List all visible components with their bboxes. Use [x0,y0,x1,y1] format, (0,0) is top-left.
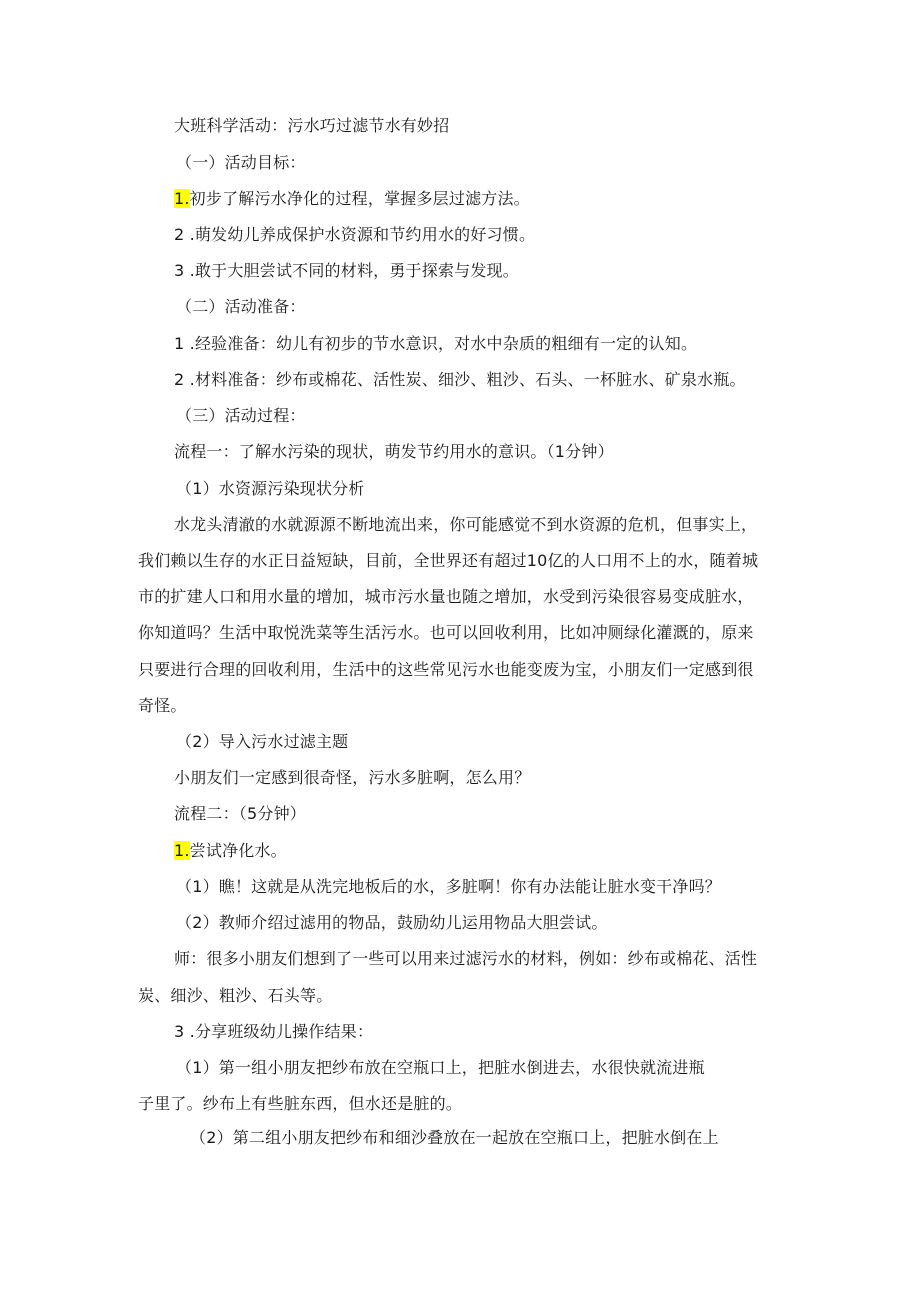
paragraph-line: 奇怪。 [138,696,187,715]
prep-item-2: 2 .材料准备：纱布或棉花、活性炭、细沙、粗沙、石头、一杯脏水、矿泉水瓶。 [174,370,746,389]
paragraph-line: 我们赖以生存的水正日益短缺，目前，全世界还有超过10亿的人口用不上的水，随着城 [138,551,759,570]
flow-1-heading: 流程一：了解水污染的现状，萌发节约用水的意识。（1分钟） [174,442,614,461]
document-title: 大班科学活动：污水巧过滤节水有妙招 [174,116,450,135]
step-item-1 [174,840,287,862]
paragraph-line: 炭、细沙、粗沙、石头等。 [138,986,333,1005]
prep-item-1: 1 .经验准备：幼儿有初步的节水意识，对水中杂质的粗细有一定的认知。 [174,334,698,353]
paragraph-line: 只要进行合理的回收利用，生活中的这些常见污水也能变废为宝，小朋友们一定感到很 [138,660,754,679]
goal-item-1-text: 初步了解污水净化的过程，掌握多层过滤方法。 [189,189,530,208]
highlighted-number: 1. [174,189,190,208]
goal-item-2: 2 .萌发幼儿养成保护水资源和节约用水的好习惯。 [174,225,536,244]
goal-item-1 [174,188,530,210]
step-item-1-text: 尝试净化水。 [189,841,287,860]
paragraph-line: 小朋友们一定感到很奇怪，污水多脏啊，怎么用？ [174,768,531,787]
paragraph-line: 水龙头清澈的水就源源不断地流出来，你可能感觉不到水资源的危机，但事实上， [174,515,758,534]
goal-item-3: 3 .敢于大胆尝试不同的材料，勇于探索与发现。 [174,261,519,280]
flow-1-subheading-1: （1）水资源污染现状分析 [176,479,365,498]
section-heading-process: （三）活动过程： [176,406,306,425]
step-item-3: 3 .分享班级幼儿操作结果： [174,1022,374,1041]
step-1-sub-1: （1）瞧！这就是从洗完地板后的水，多脏啊！你有办法能让脏水变干净吗？ [176,877,721,896]
flow-2-heading: 流程二：（5分钟） [174,804,306,823]
highlighted-number: 1. [174,841,190,860]
section-heading-preparation: （二）活动准备： [176,297,306,316]
result-1-line: （1）第一组小朋友把纱布放在空瓶口上，把脏水倒进去，水很快就流进瓶 [176,1058,705,1077]
flow-1-subheading-2: （2）导入污水过滤主题 [176,732,349,751]
result-2-line: （2）第二组小朋友把纱布和细沙叠放在一起放在空瓶口上，把脏水倒在上 [190,1128,719,1147]
result-1-line: 子里了。纱布上有些脏东西，但水还是脏的。 [138,1094,463,1113]
paragraph-line: 市的扩建人口和用水量的增加，城市污水量也随之增加，水受到污染很容易变成脏水， [138,587,754,606]
section-heading-goals: （一）活动目标： [176,153,306,172]
step-1-sub-2: （2）教师介绍过滤用的物品，鼓励幼儿运用物品大胆尝试。 [176,913,608,932]
paragraph-line: 师：很多小朋友们想到了一些可以用来过滤污水的材料，例如：纱布或棉花、活性 [174,949,758,968]
paragraph-line: 你知道吗？生活中取悦洗菜等生活污水。也可以回收利用，比如冲厕绿化灌溉的，原来 [138,623,754,642]
